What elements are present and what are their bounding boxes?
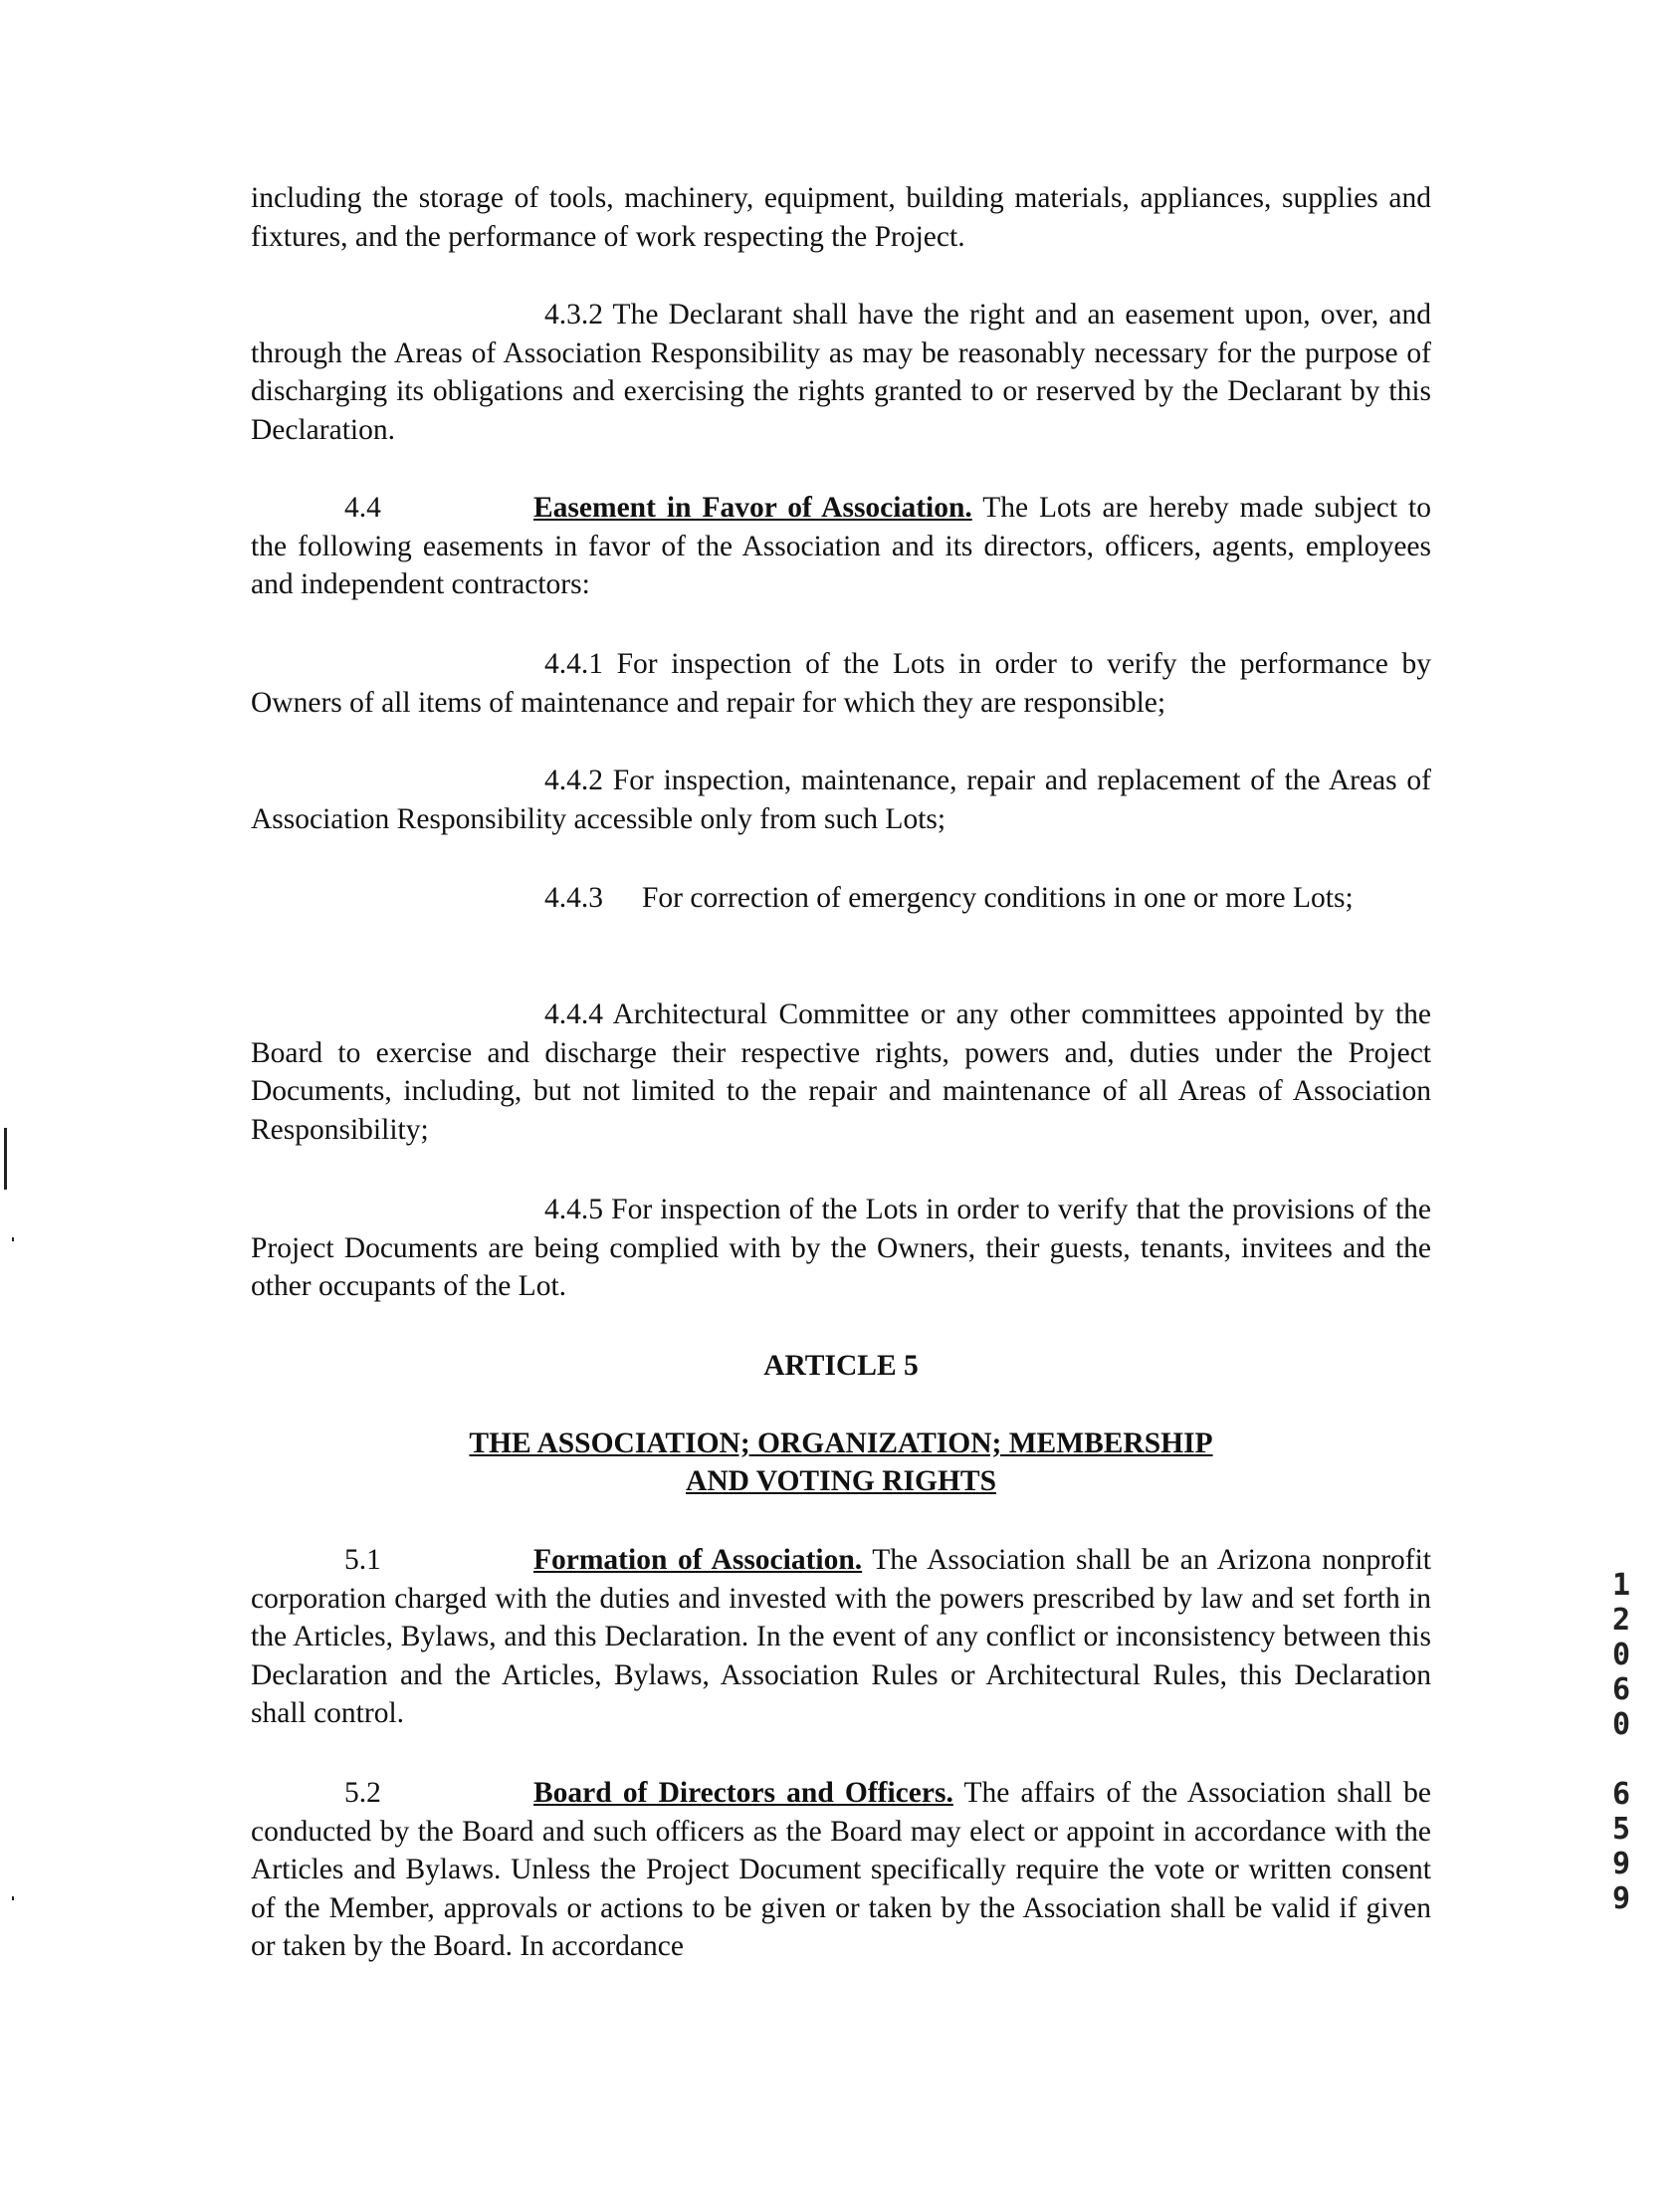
recording-number-stamp-top <box>1606 1568 1636 1742</box>
section-caption: Easement in Favor of Association. <box>533 492 972 524</box>
section-text: The Lots are hereby made subject to the following easements in favor of the Association and its directors, officers, agents, employees and independent contractors: <box>251 492 1431 600</box>
stamp-digit: 6 <box>1611 1672 1631 1707</box>
stamp-digit: 9 <box>1611 1847 1631 1881</box>
section-caption: Formation of Association. <box>533 1544 863 1576</box>
section-4-4 <box>251 489 1431 604</box>
stamp-digit: 0 <box>1611 1707 1631 1742</box>
section-number: 4.4 <box>344 492 381 524</box>
article-title-line-1: THE ASSOCIATION; ORGANIZATION; MEMBERSHIP <box>469 1427 1213 1459</box>
item-text: For correction of emergency conditions in one or more Lots; <box>642 882 1354 914</box>
paragraph-4-4-1: 4.4.1 For inspection of the Lots in order to verify the performance by Owners of all items of maintenance and repair for which they are responsible; <box>251 648 1431 719</box>
section-5-1 <box>251 1541 1431 1733</box>
paragraph-4-4-3 <box>544 879 1432 918</box>
margin-dot-mark <box>12 1237 14 1241</box>
stamp-digit: 5 <box>1611 1812 1631 1847</box>
section-caption: Board of Directors and Officers. <box>533 1777 953 1809</box>
article-heading: ARTICLE 5 <box>763 1350 919 1382</box>
paragraph-continuation: including the storage of tools, machinery, equipment, building materials, appliances, supplies and fixtures, and the performance of work respecting the Project. <box>251 182 1431 253</box>
stamp-digit: 2 <box>1611 1603 1631 1638</box>
section-number: 5.1 <box>344 1544 381 1576</box>
paragraph-4-3-2: 4.3.2 The Declarant shall have the right and an easement upon, over, and through the Areas of Association Responsibility as may be reasonably necessary for the purpose of discharging its obligations and exercising the rights granted to or reserved by the Declarant by this Declaration. <box>251 299 1431 446</box>
section-text: The Association shall be an Arizona nonprofit corporation charged with the duties and invested with the powers prescribed by law and set forth in the Articles, Bylaws, and this Declaration. In the event of any conflict or inconsistency between this Declaration and the Articles, Bylaws, Association Rules or Architectural Rules, this Declaration shall control. <box>251 1544 1431 1729</box>
stamp-digit: 6 <box>1611 1777 1631 1812</box>
margin-dot-mark <box>12 1896 14 1900</box>
stamp-digit: 9 <box>1611 1881 1631 1916</box>
article-title-line-2: AND VOTING RIGHTS <box>686 1465 996 1497</box>
stamp-digit: 1 <box>1611 1568 1631 1603</box>
stamp-digit: 0 <box>1611 1638 1631 1672</box>
section-number: 5.2 <box>344 1777 381 1809</box>
paragraph-4-4-4: 4.4.4 Architectural Committee or any other committees appointed by the Board to exercise and discharge their respective rights, powers and, duties under the Project Documents, including, but not limited to the repair and maintenance of all Areas of Association Responsibility; <box>251 998 1431 1146</box>
paragraph-4-4-2: 4.4.2 For inspection, maintenance, repair and replacement of the Areas of Association Responsibility accessible only from such Lots; <box>251 765 1431 835</box>
section-5-2 <box>251 1774 1431 1966</box>
section-text: The affairs of the Association shall be conducted by the Board and such officers as the Board may elect or appoint in accordance with the Articles and Bylaws. Unless the Project Document specifically require the vote or written consent of the Member, approvals or actions to be given or taken by the Association shall be valid if given or taken by the Board. In accordance <box>251 1777 1431 1962</box>
margin-line-mark <box>4 1128 7 1190</box>
paragraph-4-4-5: 4.4.5 For inspection of the Lots in order to verify that the provisions of the Project Documents are being complied with by the Owners, their guests, tenants, invitees and the other occupants of the Lot. <box>251 1194 1431 1302</box>
item-number: 4.4.3 <box>544 882 603 914</box>
recording-number-stamp-bottom <box>1606 1777 1636 1916</box>
